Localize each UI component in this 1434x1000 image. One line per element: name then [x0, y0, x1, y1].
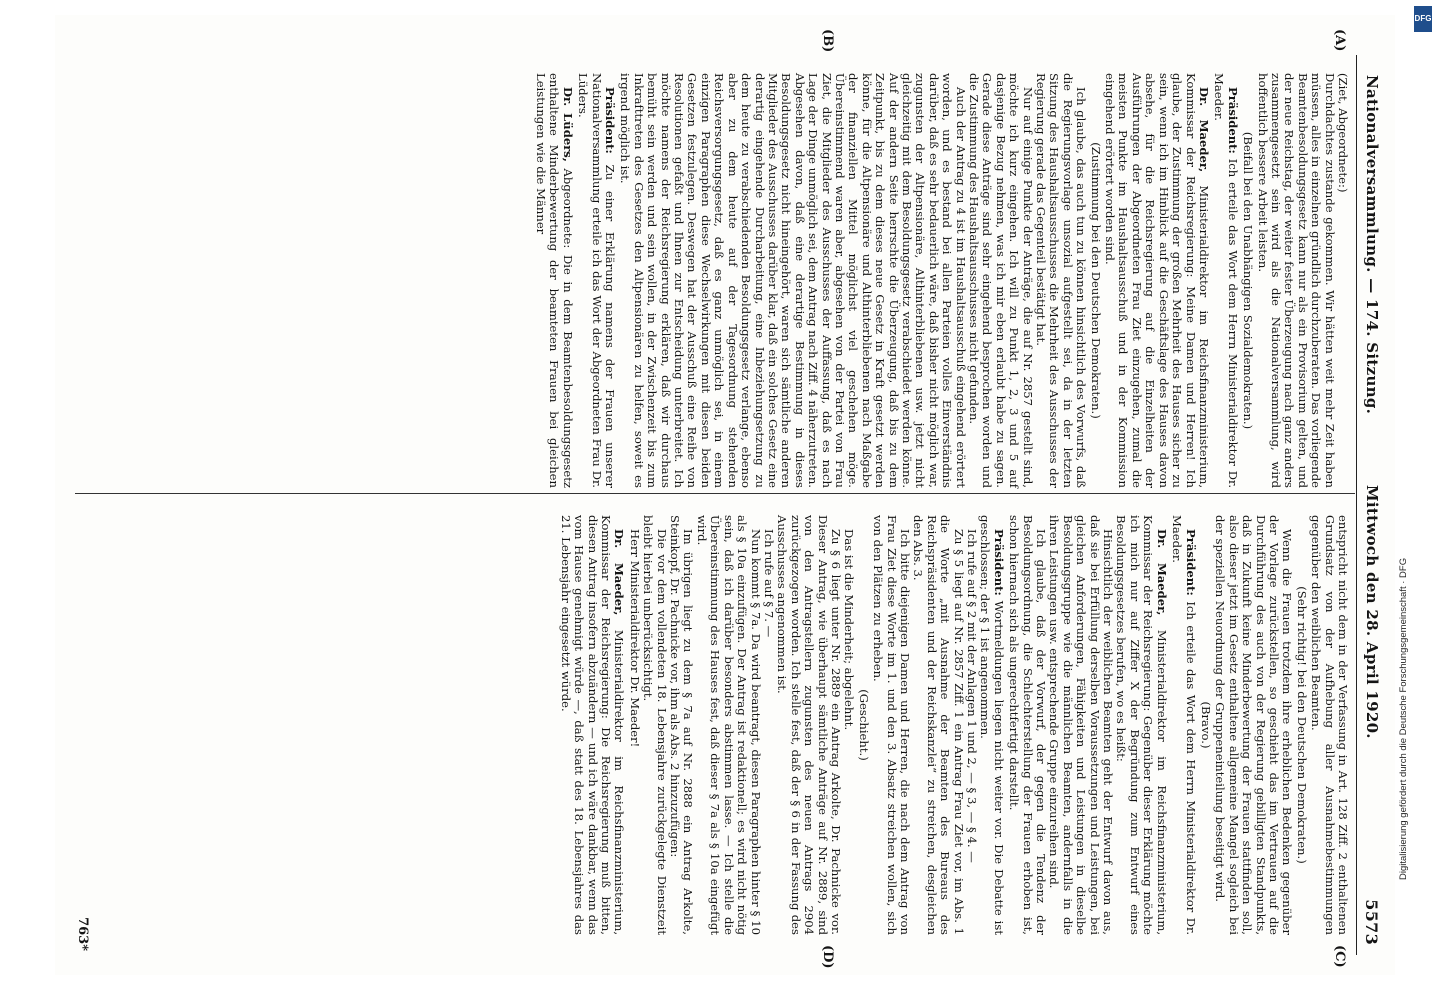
paragraph: Ich glaube, das auch tun zu können hinsichtlich des Vorwurfs, daß die Regierungsvorlage unsozial aufgestellt sei, da in der letzten Sitzung des Haushaltsausschusses die Mehrheit des Ausschusses der Regierung gerade das Gegenteil bestätigt hat. — [1034, 73, 1089, 488]
margin-marker-c: (C) — [1332, 945, 1347, 968]
statement-text: Ich erteile das Wort dem Herrn Ministerialdirektor Dr. Maeder. — [1212, 73, 1240, 489]
interjection: (Sehr richtig! bei den Deutschen Demokraten.) — [1294, 586, 1309, 864]
speaker-label: Dr. Maeder, — [612, 529, 627, 616]
lueders-statement — [534, 73, 574, 488]
speaker-continuation: (Ziet, Abgeordnete:) — [1336, 73, 1350, 193]
statement-text: Ministerialdirektor im Reichsfinanzministerium, Kommissar der Reichsregierung: Gegenüber dieser Erklärung möchte ich mich nur auf Ziffer X der Begründung zum Entwurf eines Besoldungsgesetzes berufen, wo es heißt: — [1114, 515, 1169, 936]
speaker-label: Dr. Maeder, — [1154, 529, 1169, 616]
president-statement — [1170, 515, 1197, 935]
interjection: (Beifall bei den Unabhängigen Sozialdemokraten.) — [1241, 131, 1256, 430]
rotated-page-scan — [55, 15, 1395, 975]
column-divider — [75, 493, 1355, 494]
paragraph: Im übrigen liegt zu dem § 7a auf Nr. 2888 ein Antrag Arkolte, Steinkopf, Dr. Pachnicke vor, ihm als Abs. 2 hinzuzufügen: — [668, 515, 696, 935]
interjection: (Geschieht.) — [856, 689, 871, 761]
maeder-statement — [558, 515, 625, 935]
paragraph: Nun kommt § 7a. Da wird beantragt, diesen Paragraphen hinter § 10 als § 10a einzufügen. Der Antrag ist redaktionell; es wird nicht nötig sein, daß ich darüber besonders abstimmen lasse. — Ich stelle die Übereinstimmung des Hauses fest, daß dieser § 7a als § 10a eingefügt wird. — [694, 515, 763, 935]
quoted-passage: Die vor dem vollendeten 18. Lebensjahre zurückgelegte Dienstzeit bleibt hierbei unberücksichtigt. — [641, 515, 669, 935]
paragraph: entspricht nicht dem in der Verfassung in Art. 128 Ziff. 2 enthaltenen Grundsatz von der Aufhebung aller Ausnahmebestimmungen gegenüber den weiblichen Beamten. — [1309, 515, 1350, 935]
header-assembly-session: Nationalversammlung. — 174. Sitzung. — [1363, 75, 1381, 415]
margin-marker-d: (D) — [820, 945, 835, 969]
header-date: Mittwoch den 28. April 1920. — [1363, 485, 1381, 739]
interjection: (Bravo.) — [1198, 701, 1213, 749]
speaker-label: Dr. Lüders, — [560, 87, 575, 162]
margin-marker-b: (B) — [820, 29, 835, 53]
paragraph: Auch der Antrag zu 4 ist im Haushaltsausschuß eingehend erörtert worden, und es bestand bei allen Parteien volles Einverständnis darüber, daß es sehr bedauerlich wäre, daß bisher nicht möglich war, zugunsten der Altpensionäre, Althinterbliebenen usw. jetzt nicht gleichzeitig mit dem Besoldungsgesetz verabschiedet werden könne. Auf der andern Seite herrschte die Überzeugung, daß bis zu dem Zeitpunkt, bis zu dem dieses neue Gesetz in Kraft gesetzt werden könne, für die Altpensionäre und Althinterbliebenen nach Maßgabe der finanziellen Mittel möglichst viel geschehen möge. Übereinstimmend waren aber, abgesehen von der Partei von Frau Ziet, die Mitglieder des Ausschusses der Auffassung, daß es nach Lage der Dinge unmöglich sei, dem Antrag nach Ziff. 4 näherzutreten. Abgesehen davon, daß eine derartige Bestimmung in dieses Besoldungsgesetz nicht hineingehört, waren sich sämtliche anderen Mitglieder des Ausschusses darüber klar, daß ein solches Gesetz eine derartig eingehende Durcharbeitung, eine Inbeziehungsetzung zu dem heute zu verabschiedenden Besoldungsgesetz verlange, ebenso aber zu dem heute auf der Tagesordnung stehenden Reichsversorgungsgesetz, daß es ganz unmöglich sei, in einem einzigen Paragraphen diese Wechselwirkungen mit diesen beiden Gesetzen festzulegen. Deswegen hat der Ausschuß eine Reihe von Resolutionen gefaßt und Ihnen zur Entscheidung unterbreitet. Ich möchte namens der Reichsregierung erklären, daß wir durchaus bemüht sein werden und sein wollen, in der Zwischenzeit bis zum Inkrafttreten des Gesetzes den Altpensionären zu helfen, soweit es irgend möglich ist. — [618, 73, 968, 488]
paragraph: Ich glaube, daß der Vorwurf, der gegen die Tendenz der Besoldungsordnung, die Schlechterstellung der Frauen erhoben ist, schon hiernach sich als ungerechtfertigt darstellt. — [1007, 515, 1049, 935]
left-column — [534, 73, 1349, 488]
speaker-label: Präsident: — [1225, 87, 1240, 154]
president-statement — [576, 73, 616, 488]
paragraph: Ich bitte diejenigen Damen und Herren, die nach dem Antrag von Frau Ziet diese Worte im 1. und den 3. Absatz streichen wollen, sich von den Plätzen zu erheben. — [871, 515, 912, 935]
right-column — [558, 515, 1349, 935]
header-rule — [1356, 55, 1357, 955]
header-page-number: 5573 — [1362, 899, 1381, 945]
statement-text: Ministerialdirektor im Reichsfinanzministerium, Kommissar der Reichsregierung: Meine Damen und Herren! Ich glaube, der Zustimmung der großen Mehrheit des Hauses sicher zu sein, wenn ich im Hinblick auf die Geschäftslage des Hauses davon absehe, für die Reichsregierung auf die Einzelheiten der Ausführungen der Abgeordneten Frau Ziet einzugehen, zumal die meisten Punkte im Haushaltsausschuß und in der Kommission eingehend erörtert worden sind. — [1103, 73, 1211, 489]
maeder-statement — [1103, 73, 1210, 488]
interjection: (Zustimmung bei den Deutschen Demokraten.) — [1088, 142, 1103, 419]
maeder-statement — [1114, 515, 1168, 935]
paragraph: Ich rufe auf § 2 mit der Anlagen 1 und 2, — § 3, — § 4. — — [965, 529, 980, 863]
speaker-label: Dr. Maeder, — [1196, 87, 1211, 173]
paragraph: Nur auf einige Punkte der Anträge, die auf Nr. 2857 gestellt sind, möchte ich kurz eingehen. Ich will zu Punkt 1, 2, 3 und 5 auf dasjenige Bezug nehmen, was ich mir eben erlaubt habe zu sagen. Gerade diese Anträge sind sehr eingehend besprochen worden und die Zustimmung des Haushaltsausschusses nicht gefunden. — [967, 73, 1035, 488]
statement-text: Ministerialdirektor im Reichsfinanzministerium, Kommissar der Reichsregierung: Die Reichsregierung muß bitten, diesen Antrag insofern abzuändern — und ich wäre dankbar, wenn das vom Hause genehmigt würde —, daß statt des 18. Lebensjahres das 21. Lebensjahr eingesetzt würde. — [558, 515, 627, 936]
president-statement — [978, 515, 1005, 935]
paragraph: Zu § 5 liegt auf Nr. 2857 Ziff. 1 ein Antrag Frau Ziet vor, im Abs. 1 die Worte „mit Ausnahme der Beamten des Bureaus des Reichspräsidenten und der Reichskanzlei“ zu streichen, desgleichen den Abs. 3. — [911, 515, 966, 935]
sheet-number: 763* — [75, 917, 90, 951]
paragraph: Wenn die Frauen trotzdem ihre erheblichen Bedenken gegenüber der Vorlage zurückstellen, so geschieht das im Vertrauen auf die Durchführung des auch von der Regierung gebilligten Standpunkts, daß in Zukunft keine Minderbewertung der Frauen stattfinden soll, also dieser jetzt im Gesetz enthaltene allgemeine Mangel sogleich bei der speziellen Neuordnung der Gruppeneinteilung beseitigt wird. — [1213, 515, 1295, 935]
statement-text: Zu einer Erklärung namens der Frauen unserer Nationalversammlung erteile ich das Wort der Abgeordneten Frau Dr. Lüders. — [576, 73, 618, 488]
paragraph: Herr Ministerialdirektor Dr. Maeder! — [627, 529, 642, 748]
paragraph: Das ist die Minderheit; abgelehnt. — [842, 529, 857, 731]
margin-marker-a: (A) — [1332, 29, 1347, 52]
statement-text: Ich erteile das Wort dem Herrn Ministerialdirektor Dr. Maeder. — [1170, 515, 1198, 936]
speaker-label: Präsident: — [603, 87, 618, 154]
digitization-credit: Digitalisierung gefördert durch die Deutsche Forschungsgemeinschaft · DFG — [1398, 557, 1409, 880]
speaker-label: Präsident: — [991, 529, 1006, 596]
quoted-passage: Hinsichtlich der weiblichen Beamten geht der Entwurf davon aus, daß sie bei Erfüllung derselben Voraussetzungen und Leistungen, bei gleichen Anforderungen, Fähigkeiten und Leistungen in dieselbe Besoldungsgruppe wie die männlichen Beamten, andernfalls in die ihren Leistungen usw. entsprechende Gruppe einzureihen sind. — [1047, 515, 1116, 935]
paragraph: Durchdachtes zustande gekommen. Wir hätten weit mehr Zeit haben müssen, alles in einzelnen gründlich durchzuberaten. Das vorliegende Beamtenbesoldungsgesetz kann nur als ein Provisorium gelten, und der neue Reichstag, der weiter fester Überzeugung nach ganz anders zusammengesetzt sein wird als die Nationalversammlung, wird hoffentlich bessere Arbeit leisten. — [1255, 73, 1337, 488]
paragraph: Ich rufe auf § 7. — — [761, 529, 776, 638]
speaker-label: Präsident: — [1183, 529, 1198, 596]
dfg-logo-icon: DFG — [1414, 6, 1432, 32]
president-statement — [1212, 73, 1239, 488]
statement-text: Wortmeldungen liegen nicht weiter vor. Die Debatte ist geschlossen; der § 1 ist angenommen. — [978, 515, 1006, 935]
statement-text: Abgeordnete: Die in dem Beamtenbesoldungsgesetz enthaltene Minderbewertung der beamteten Frauen bei gleichen Leistungen wie die Männer — [534, 73, 575, 488]
paragraph: Zu § 6 liegt unter Nr. 2889 ein Antrag Arkolte, Dr. Pachnicke vor. Dieser Antrag, wie überhaupt sämtliche Anträge auf Nr. 2889, sind von den Antragstellern zugunsten des neuen Antrags 2904 zurückgezogen worden. Ich stelle fest, daß der § 6 in der Fassung des Ausschusses angenommen ist. — [775, 515, 843, 935]
